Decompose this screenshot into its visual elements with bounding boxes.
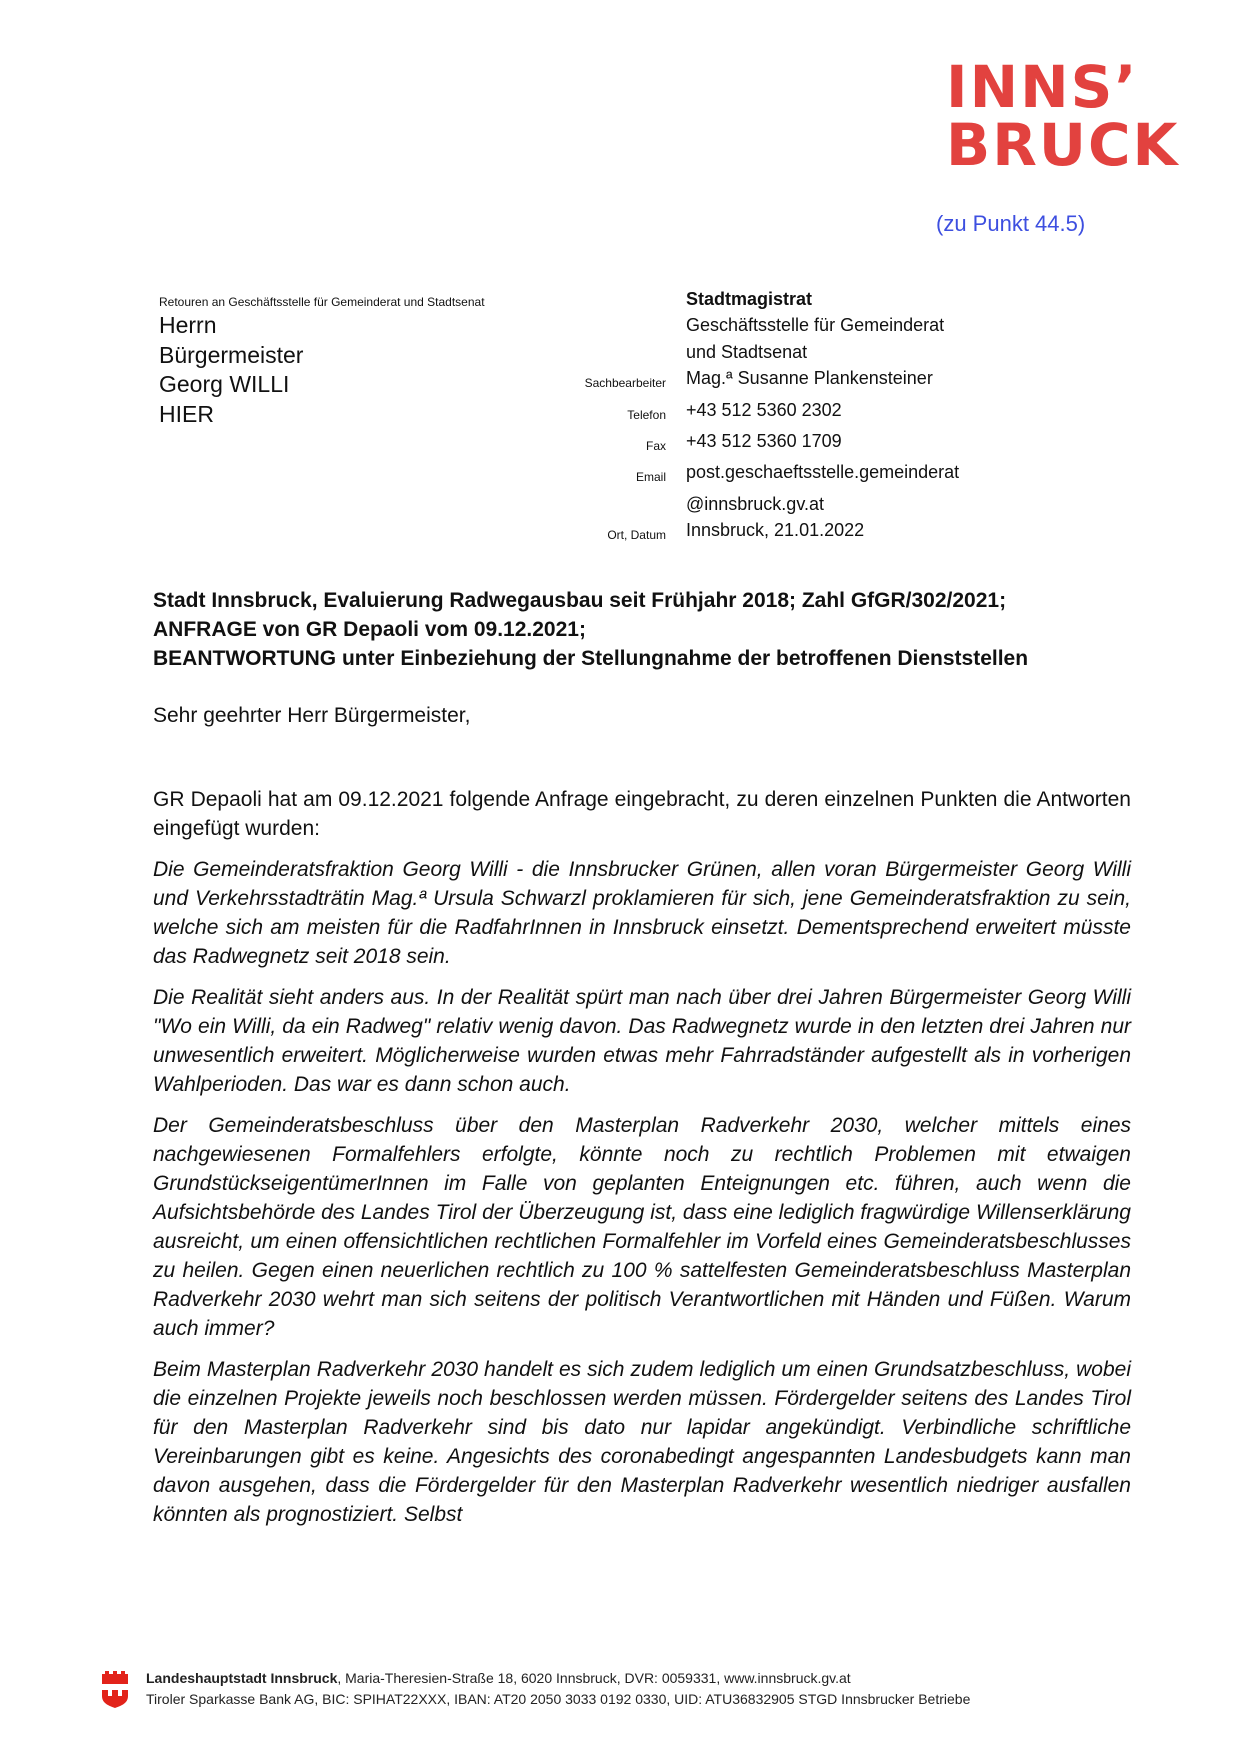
fax-value: +43 512 5360 1709 bbox=[686, 431, 842, 452]
quoted-paragraph: Der Gemeinderatsbeschluss über den Masterplan Radverkehr 2030, welcher mittels eines nachgewiesenen Formalfehlers erfolgte, könnte noch zu rechtlich Problemen mit etwaigen GrundstückseigentümerInnen im Falle von geplanten Enteignungen etc. führen, auch wenn die Aufsichtsbehörde des Landes Tirol der Überzeugung ist, dass eine lediglich fragwürdige Willenserklärung ausreicht, um einen offensichtlichen rechtlichen Formalfehler im Vorfeld eines Gemeinderatsbeschlusses zu heilen. Gegen einen neuerlichen rechtlich zu 100 % sattelfesten Gemeinderatsbeschluss Masterplan Radverkehr 2030 wehrt man sich seitens der politisch Verantwortlichen mit Händen und Füßen. Warum auch immer? bbox=[153, 1114, 1131, 1340]
footer-bank: Tiroler Sparkasse Bank AG, BIC: SPIHAT22XXX, IBAN: AT20 2050 3033 0192 0330, UID: ATU36832905 STGD Innsbrucker Betriebe bbox=[146, 1691, 971, 1707]
sender-block bbox=[560, 286, 959, 549]
agenda-reference: (zu Punkt 44.5) bbox=[936, 211, 1086, 236]
quoted-paragraph: Die Realität sieht anders aus. In der Realität spürt man nach über drei Jahren Bürgermeister Georg Willi "Wo ein Willi, da ein Radweg" relativ wenig davon. Das Radwegnetz wurde in den letzten drei Jahren nur unwesentlich erweitert. Möglicherweise wurden etwas mehr Fahrradständer aufgestellt als in vorherigen Wahlperioden. Das war es dann schon auch. bbox=[153, 986, 1131, 1096]
field-label: Telefon bbox=[627, 407, 666, 422]
sender-dept: Geschäftsstelle für Gemeinderat bbox=[686, 315, 945, 336]
salutation: Sehr geehrter Herr Bürgermeister, bbox=[153, 704, 471, 727]
intro-paragraph: GR Depaoli hat am 09.12.2021 folgende Anfrage eingebracht, zu deren einzelnen Punkten die Antworten eingefügt wurden: bbox=[153, 788, 1131, 840]
return-address: Retouren an Geschäftsstelle für Gemeinderat und Stadtsenat bbox=[159, 295, 485, 309]
recipient-address: Herrn Bürgermeister Georg WILLI HIER bbox=[159, 312, 304, 427]
field-label: Ort, Datum bbox=[607, 528, 666, 543]
sender-dept: und Stadtsenat bbox=[686, 341, 808, 362]
field-label: Email bbox=[635, 470, 666, 485]
field-label: Fax bbox=[645, 439, 666, 454]
field-label: Sachbearbeiter bbox=[584, 376, 666, 391]
innsbruck-logo: INNS’ BRUCK bbox=[946, 53, 1180, 179]
letter-subject: Stadt Innsbruck, Evaluierung Radwegausbau seit Frühjahr 2018; Zahl GfGR/302/2021; ANFRAGE von GR Depaoli vom 09.12.2021; BEANTWORTUNG unter Einbeziehung der Stellungnahme der betroffenen Dienststellen bbox=[153, 589, 1029, 670]
date-value: Innsbruck, 21.01.2022 bbox=[686, 520, 865, 541]
footer-org: Landeshauptstadt Innsbruck bbox=[146, 1670, 338, 1686]
clerk-value: Mag.ª Susanne Plankensteiner bbox=[686, 368, 933, 389]
email-value-cont: @innsbruck.gv.at bbox=[686, 493, 824, 514]
phone-value: +43 512 5360 2302 bbox=[686, 399, 842, 420]
quoted-paragraph: Die Gemeinderatsfraktion Georg Willi - die Innsbrucker Grünen, allen voran Bürgermeister Georg Willi und Verkehrsstadträtin Mag.ª Ursula Schwarzl proklamieren für sich, jene Gemeinderatsfraktion zu sein, welche sich am meisten für die RadfahrInnen in Innsbruck einsetzt. Dementsprechend erweitert müsste das Radwegnetz seit 2018 sein. bbox=[153, 858, 1131, 968]
letter-body bbox=[153, 785, 1131, 1541]
footer-address: , Maria-Theresien-Straße 18, 6020 Innsbruck, DVR: 0059331, www.innsbruck.gv.at bbox=[337, 1670, 851, 1686]
footer bbox=[100, 1668, 970, 1710]
city-crest-icon bbox=[100, 1670, 130, 1708]
email-value: post.geschaeftsstelle.gemeinderat bbox=[686, 462, 960, 483]
quoted-paragraph: Beim Masterplan Radverkehr 2030 handelt es sich zudem lediglich um einen Grundsatzbeschluss, wobei die einzelnen Projekte jeweils noch beschlossen werden müssen. Fördergelder seitens des Landes Tirol für den Masterplan Radverkehr sind bis dato nur lapidar angekündigt. Verbindliche schriftliche Vereinbarungen gibt es keine. Angesichts des coronabedingt angespannten Landesbudgets kann man davon ausgehen, dass die Fördergelder für den Masterplan Radverkehr wesentlich niedriger ausfallen könnten als prognostiziert. Selbst bbox=[153, 1358, 1131, 1526]
sender-org: Stadtmagistrat bbox=[686, 289, 813, 309]
